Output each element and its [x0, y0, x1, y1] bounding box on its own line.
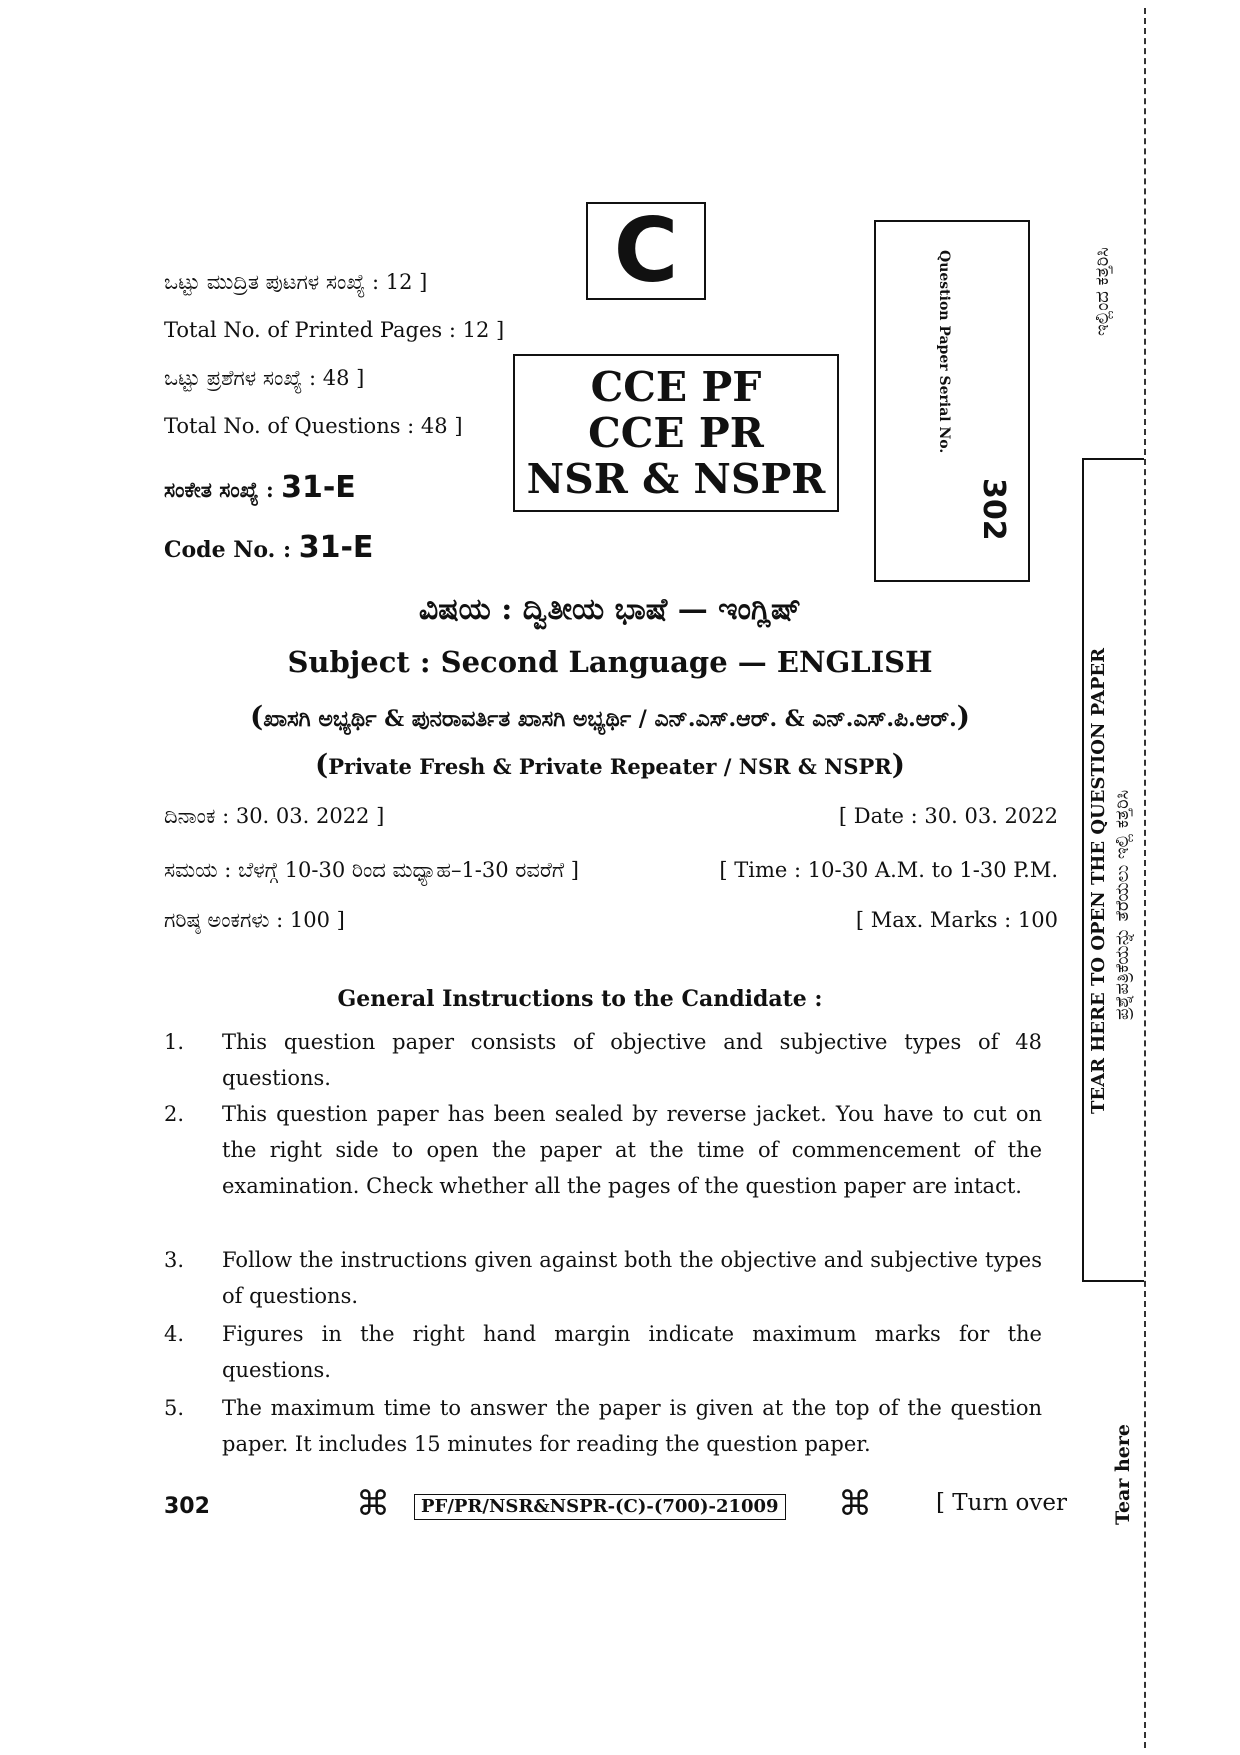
instruction-number: 2. [164, 1102, 185, 1126]
en-code [164, 530, 373, 565]
serial-number-text: 302 [976, 478, 1011, 541]
serial-label-text: Question Paper Serial No. [936, 250, 952, 454]
en-code-value: 31-E [298, 530, 374, 565]
en-date: [ Date : 30. 03. 2022 [838, 804, 1058, 828]
instruction-number: 4. [164, 1322, 185, 1346]
exam-type-1: CCE PF [590, 363, 762, 411]
tear-main-text: TEAR HERE TO OPEN THE QUESTION PAPER [1088, 647, 1109, 1114]
exam-type-3: NSR & NSPR [526, 455, 826, 503]
command-symbol-icon: ⌘ [356, 1484, 390, 1524]
paren-open: ( [249, 700, 264, 733]
instruction-number: 1. [164, 1030, 185, 1054]
instruction-item [164, 1096, 1042, 1204]
paren-close: ) [956, 700, 971, 733]
turn-over-text: [ Turn over [936, 1490, 1068, 1516]
instructions-heading: General Instructions to the Candidate : [337, 986, 823, 1012]
instruction-text: Follow the instructions given against both the objective and subjective types of questions. [222, 1248, 1042, 1308]
category-en [160, 748, 1060, 781]
en-code-label: Code No. : [164, 537, 299, 563]
kn-time: ಸಮಯ : ಬೆಳಗ್ಗೆ 10-30 ರಿಂದ ಮಧ್ಯಾಹ–1-30 ರವರೆಗೆ ] [164, 858, 579, 882]
kn-total-questions: ಒಟ್ಟು ಪ್ರಶೆಗಳ ಸಂಖ್ಯೆ : 48 ] [164, 366, 365, 390]
command-symbol-icon: ⌘ [838, 1484, 872, 1524]
subject-kn: ವಿಷಯ : ದ್ವಿತೀಯ ಭಾಷೆ — ಇಂಗ್ಲಿಷ್ [418, 592, 802, 627]
kn-code [164, 470, 356, 505]
version-letter: C [613, 199, 679, 302]
en-time: [ Time : 10-30 A.M. to 1-30 P.M. [719, 858, 1058, 882]
subject-en: Subject : Second Language — ENGLISH [287, 645, 933, 679]
tear-here-text: Tear here [1112, 1424, 1134, 1525]
category-kn-text: ಖಾಸಗಿ ಅಭ್ಯರ್ಥಿ & ಪುನರಾವರ್ತಿತ ಖಾಸಗಿ ಅಭ್ಯರ್ಥಿ / ಎನ್.ಎಸ್.ಆರ್. & ಎನ್.ಎಸ್.ಪಿ.ಆರ್. [263, 706, 957, 732]
kn-code-label: ಸಂಕೇತ ಸಂಖ್ಯೆ : [164, 477, 282, 502]
kn-total-pages: ಒಟ್ಟು ಮುದ್ರಿತ ಪುಟಗಳ ಸಂಖ್ಯೆ : 12 ] [164, 270, 428, 294]
kn-date: ದಿನಾಂಕ : 30. 03. 2022 ] [164, 804, 385, 828]
kn-code-value: 31-E [281, 470, 356, 505]
instruction-text: The maximum time to answer the paper is given at the top of the question paper. It includes 15 minutes for reading the question paper. [222, 1396, 1042, 1456]
en-total-pages: Total No. of Printed Pages : 12 ] [164, 318, 505, 342]
instruction-text: This question paper consists of objective and subjective types of 48 questions. [222, 1030, 1042, 1090]
instruction-text: This question paper has been sealed by reverse jacket. You have to cut on the right side to open the paper at the time of commencement of the examination. Check whether all the pages of the question paper are intact. [222, 1102, 1042, 1198]
instruction-number: 3. [164, 1248, 185, 1272]
en-total-questions: Total No. of Questions : 48 ] [164, 414, 463, 438]
instruction-text: Figures in the right hand margin indicate maximum marks for the questions. [222, 1322, 1042, 1382]
serial-number [975, 478, 1015, 558]
tear-kn-top-text: ಇಲ್ಲಿಂದ ಕತ್ತರಿಸಿ [1092, 247, 1113, 336]
instruction-item [164, 1024, 1042, 1096]
exam-type-2: CCE PR [588, 409, 764, 457]
category-kn [160, 700, 1060, 733]
en-marks: [ Max. Marks : 100 [855, 908, 1058, 932]
instruction-item [164, 1242, 1042, 1314]
tear-line [1144, 8, 1146, 1748]
instruction-item [164, 1316, 1042, 1388]
exam-type-box [513, 354, 839, 512]
footer-paper-code: PF/PR/NSR&NSPR-(C)-(700)-21009 [414, 1494, 786, 1520]
serial-label [930, 250, 954, 550]
kn-marks: ಗರಿಷ್ಠ ಅಂಕಗಳು : 100 ] [164, 908, 345, 932]
version-box [586, 199, 706, 302]
paren-open: ( [314, 748, 329, 781]
footer-page-code: 302 [164, 1494, 210, 1519]
instruction-item [164, 1390, 1042, 1462]
instruction-number: 5. [164, 1396, 185, 1420]
category-en-text: Private Fresh & Private Repeater / NSR & NSPR [328, 754, 892, 779]
paren-close: ) [891, 748, 906, 781]
tear-kn-text: ಪ್ರಶ್ನೆಪತ್ರಿಕೆಯನ್ನು ತೆರೆಯಲು ಇಲ್ಲಿ ಕತ್ತರಿಸಿ [1112, 789, 1133, 1020]
